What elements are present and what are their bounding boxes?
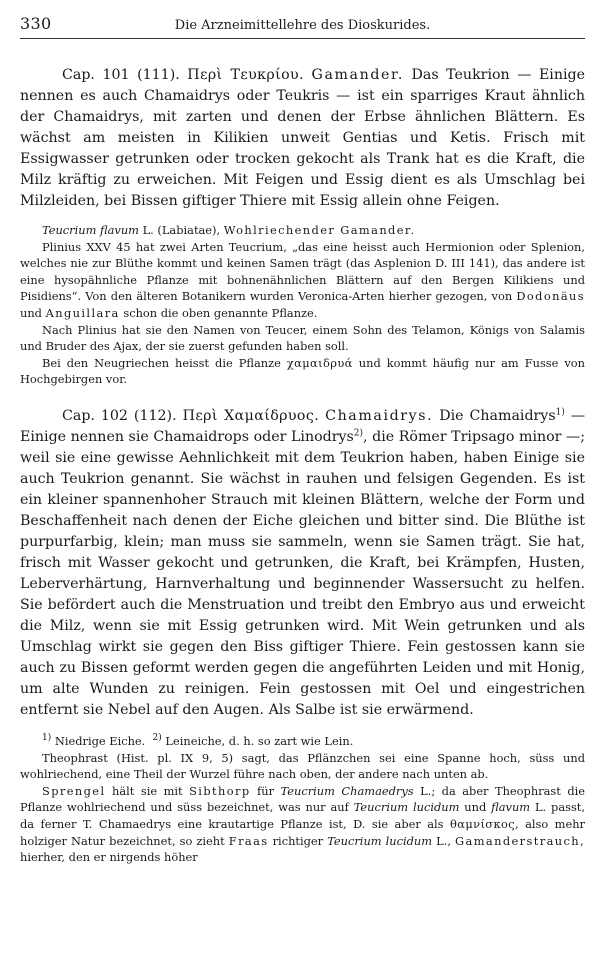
note-102-p2-g: richtiger <box>272 833 324 848</box>
chapter-101-label: Cap. 101 (111). <box>62 67 180 83</box>
footnote-ref-1: 1) <box>555 407 565 418</box>
note-102-sprengel: Sprengel <box>42 783 106 798</box>
footnote-2-mark: 2) <box>152 733 162 744</box>
chapter-102 <box>20 406 585 721</box>
chapter-102-text-1: Die Chamaidrys <box>439 407 556 424</box>
footnote-1-text: Niedrige Eiche. <box>54 733 146 748</box>
note-102-teucrium-chamaedrys: Teucrium Chamaedrys <box>280 783 414 798</box>
chapter-102-notes <box>20 733 585 866</box>
note-102-p2-e: L. passt, da ferner T. Chamaedrys eine krautartige Pflanze ist, D. sie aber als <box>20 800 585 831</box>
page-number: 330 <box>20 14 52 33</box>
chapter-101-text: Das Teukrion — Einige nennen es auch Chamaidrys oder Teukris — ist ein sparriges Kraut ähnlich der Chamaidrys, mit zarten und denen der Erbse ähnlichen Blättern. Es wächst am meisten in Kilikien unweit Gentias und Ketis. Frisch mit Essigwasser getrunken oder trocken gekocht als Trank hat es die Kraft, die Milz kräftig zu erweichen. Mit Feigen und Essig dient es als Umschlag bei Milzleiden, bei Bissen giftiger Thiere mit Essig allein ohne Feigen. <box>20 67 585 209</box>
chapter-101 <box>20 65 585 212</box>
note-102-fraas: Fraas <box>228 833 269 848</box>
note-101-p1-end: schon die oben genannte Pflanze. <box>123 305 318 320</box>
chapter-102-greek-title: Περὶ Χαμαίδρυος. <box>182 407 320 424</box>
page <box>20 14 585 866</box>
chapter-102-name: Chamaidrys. <box>325 407 434 424</box>
note-102-p2-i: hierher, den er nirgends höher <box>20 850 198 865</box>
chapter-101-greek-title: Περὶ Τευκρίου. <box>187 67 304 83</box>
note-101-common-name: Wohlriechender Gamander. <box>223 223 416 237</box>
note-102-p2-b: für <box>257 783 275 798</box>
note-101-paragraph-1 <box>20 239 585 322</box>
note-102-teucrium-lucidum: Teucrium lucidum <box>353 800 460 815</box>
footnotes-line <box>20 733 585 750</box>
note-102-paragraph-2 <box>20 783 585 866</box>
note-102-gamanderstrauch: Gamanderstrauch, <box>455 833 586 848</box>
note-101-p3-end: und kommt häufig nur am Fusse von Hochgebirgen vor. <box>20 355 585 387</box>
note-102-p2-f: , also mehr holziger Natur bezeichnet, so zieht <box>20 816 586 848</box>
note-102-thamniskos: θαμνίσκος <box>449 816 516 831</box>
chapter-102-text-3: , die Römer Tripsago minor —; weil sie eine gewisse Aehnlichkeit mit dem Teukrion haben, haben Einige sie auch Teukrion genannt. Sie wächst in rauhen und felsigen Gegenden. Es ist ein kleiner spannenhoher Strauch mit kleinen Blättern, welche der Form und Beschaffenheit nach denen der Eiche gleichen und bitter sind. Die Blüthe ist purpurfarbig, klein; man muss sie sammeln, wenn sie Samen trägt. Sie hat, frisch mit Wasser gekocht und getrunken, die Kraft, bei Krämpfen, Husten, Leberverhärtung, Harnverhaltung und beginnender Wassersucht zu helfen. Sie befördert auch die Menstruation und treibt den Embryo aus und erweicht die Milz, wenn sie mit Essig getrunken wird. Mit Wein getrunken und als Umschlag wirkt sie gegen den Biss giftiger Thiere. Fein gestossen kann sie auch zu Bissen geformt werden gegen die angeführten Leiden und mit Honig, um alte Wunden zu reinigen. Fein gestossen mit Oel und eingestrichen entfernt sie Nebel auf den Augen. Als Salbe ist sie erwärmend. <box>20 428 585 718</box>
note-101-p1: Plinius XXV 45 hat zwei Arten Teucrium, „das eine heisst auch Hermionion oder Splenion, welches nie zur Blüthe kommt und keinen Samen trägt (das Asplenion D. III 141), das andere ist eine hysopähnliche Pflanze mit bohnenähnlichen Blättern auf den Bergen Kilikiens und Pisidiens“. Von den älteren Botanikern wurden Veronica-Arten hierher gezogen, von <box>20 239 585 304</box>
note-102-flavum: flavum <box>491 800 531 815</box>
note-101-authority: L. (Labiatae), <box>142 223 221 237</box>
note-101-paragraph-3 <box>20 355 585 388</box>
note-101-dodonaeus: Dodonäus <box>516 289 586 304</box>
note-101-und: und <box>20 305 42 320</box>
footnote-ref-2: 2) <box>353 428 364 439</box>
note-101-species: Teucrium flavum <box>42 223 139 237</box>
running-head <box>20 14 585 39</box>
note-101-p3-start: Bei den Neugriechen heisst die Pflanze <box>42 355 281 370</box>
note-102-sibthorp: Sibthorp <box>189 783 251 798</box>
footnote-2-text: Leineiche, d. h. so zart wie Lein. <box>165 733 354 748</box>
note-102-paragraph-1: Theophrast (Hist. pl. IX 9, 5) sagt, das Pflänzchen sei eine Spanne hoch, süss und wohlriechend, eine Theil der Wurzel führe nach oben, der andere nach unten ab. <box>20 750 585 782</box>
note-101-p3-greek: χαμαιδρυά <box>286 355 353 370</box>
chapter-101-name: Gamander. <box>311 67 404 83</box>
chapter-101-notes <box>20 222 585 388</box>
chapter-102-label: Cap. 102 (112). <box>62 407 177 424</box>
note-102-p2-a: hält sie mit <box>112 783 183 798</box>
note-101-heading <box>20 222 585 239</box>
note-102-teucrium-lucidum-2: Teucrium lucidum <box>327 833 433 848</box>
note-102-p2-c: L.; da aber Theophrast die Pflanze wohlriechend und süss bezeichnet, was nur auf <box>20 783 585 815</box>
note-101-anguillara: Anguillara <box>45 305 120 320</box>
note-102-p2-h: L., <box>436 833 451 848</box>
note-101-paragraph-2: Nach Plinius hat sie den Namen von Teucer, einem Sohn des Telamon, Königs von Salamis und Bruder des Ajax, der sie zuerst gefunden haben soll. <box>20 322 585 354</box>
note-102-p2-d: und <box>464 800 487 815</box>
running-title: Die Arzneimittellehre des Dioskurides. <box>174 18 431 33</box>
chapter-102-text-2: — Einige nennen sie Chamaidrops oder Linodrys <box>20 407 586 445</box>
footnote-1-mark: 1) <box>42 733 52 744</box>
